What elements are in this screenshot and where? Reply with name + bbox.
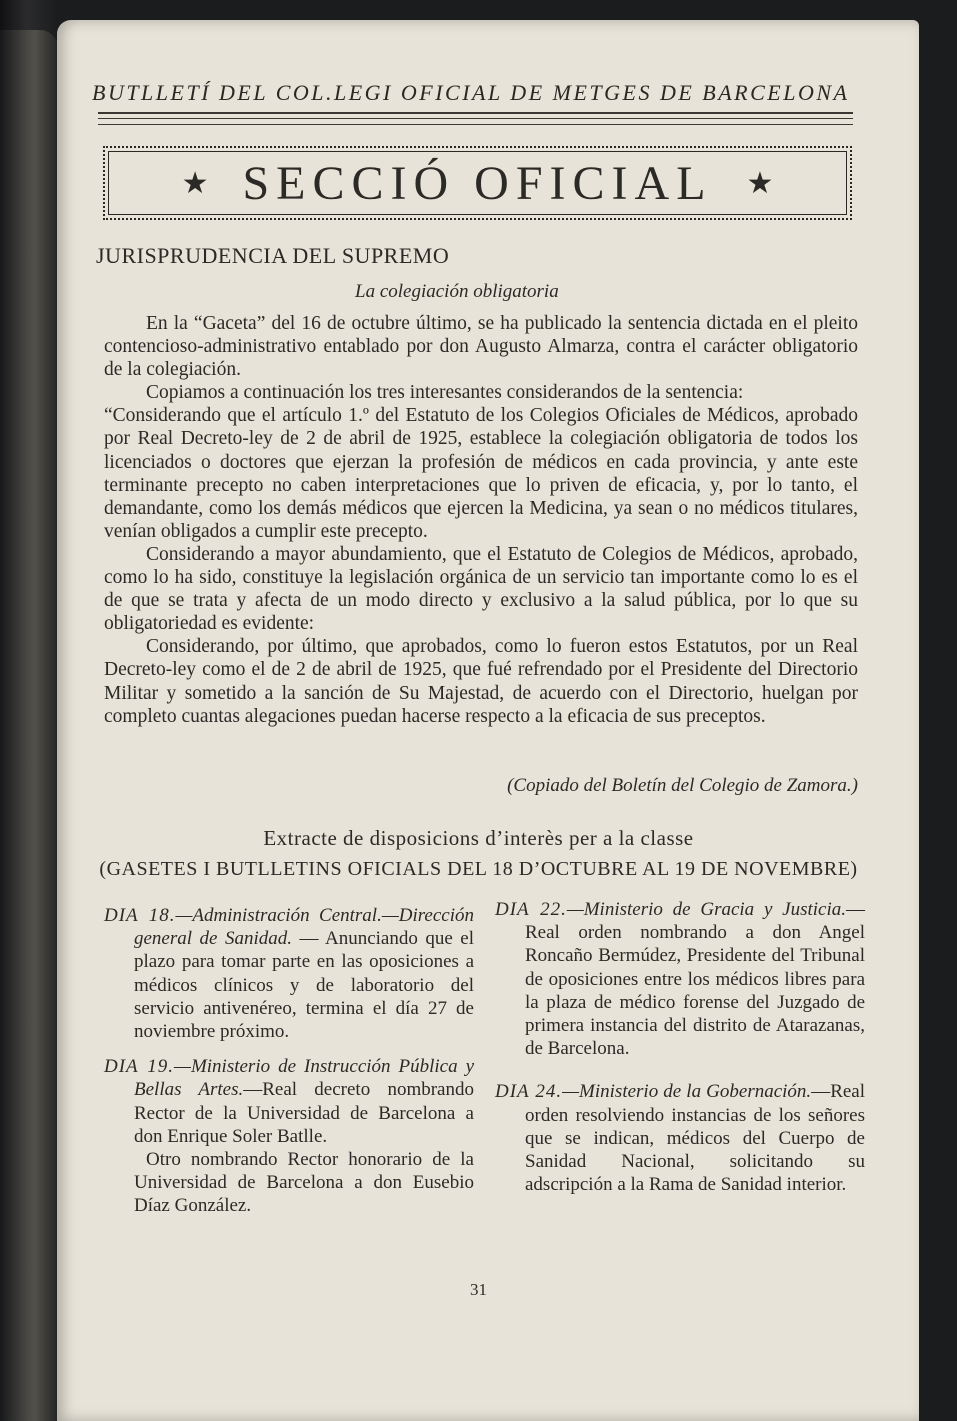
jurisprudence-subheading: La colegiación obligatoria: [355, 281, 559, 302]
right-column: [495, 898, 865, 1208]
list-item: [495, 898, 865, 1060]
section-title-box: [103, 146, 852, 220]
running-header: BUTLLETÍ DEL COL.LEGI OFICIAL DE METGES DE BARCELONA: [92, 80, 850, 105]
left-column: [104, 904, 474, 1218]
entry-title: —Ministerio de Gracia y Justicia.: [566, 899, 846, 920]
entry-title: —Ministerio de la Gobernación.: [562, 1081, 812, 1103]
entry-text: — Anunciando que el plazo para tomar parte en las oposiciones a médicos clínicos y de laboratorio del servicio antivenéreo, termina el día 27 de noviembre próximo.: [134, 928, 474, 1043]
entry-date: DIA 19.: [104, 1056, 175, 1078]
list-item: [495, 1080, 865, 1196]
entry-continuation: Otro nombrando Rector honorario de la Universidad de Barcelona a don Eusebio Díaz González.: [134, 1149, 474, 1217]
page-number: 31: [470, 1280, 487, 1299]
header-rule: [98, 124, 853, 125]
entry-title: —Ministerio de Instrucción Pública y Bellas Artes.: [134, 1056, 475, 1101]
entry-title: —Administración Central.—Dirección general de Sanidad.: [134, 905, 474, 950]
paragraph: “Considerando que el artículo 1.º del Estatuto de los Colegios Oficiales de Médicos, aprobado por Real Decreto-ley de 2 de abril de 1925, establece la colegiación obligatoria de todos los licenciados o doctores que ejerzan la profesión de médicos en cada provincia, y ante este terminante precepto no caben interpretaciones que lo priven de eficacia, y, por lo tanto, el demandante, como los demás médicos que ejercen la Medicina, ya sean o no médicos titulares, venían obligados a cumplir este precepto.: [104, 405, 858, 542]
jurisprudence-body: [104, 312, 858, 728]
star-icon: ★: [746, 166, 774, 200]
section-title: SECCIÓ OFICIAL: [242, 156, 713, 210]
jurisprudence-heading: JURISPRUDENCIA DEL SUPREMO: [96, 243, 450, 268]
entry-text: —Real orden nombrando a don Angel Roncaño Bermúdez, Presidente del Tribunal de oposiciones entre los médicos libres para la plaza de médico forense del Juzgado de primera instancia del distrito de Atarazanas, de Barcelona.: [525, 899, 865, 1060]
entry-date: DIA 22.: [495, 899, 567, 920]
paragraph: Considerando, por último, que aprobados, como lo fueron estos Estatutos, por un Real Decreto-ley como el de 2 de abril de 1925, que fué refrendado por el Presidente del Directorio Militar y sometido a la sanción de Su Majestad, de acuerdo con el Directorio, huelgan por completo cuantas alegaciones puedan hacerse respecto a la eficacia de sus preceptos.: [104, 636, 858, 727]
star-icon: ★: [181, 166, 209, 200]
facing-page-edge: [0, 30, 58, 1421]
list-item: [104, 1055, 474, 1148]
entry-date: DIA 18.: [104, 905, 176, 926]
header-rule: [98, 112, 853, 114]
paragraph: Considerando a mayor abundamiento, que el Estatuto de Colegios de Médicos, aprobado, como lo ha sido, constituye la legislación orgánica de un servicio tan importante como lo es el de que se trata y afecta de un modo directo y exclusivo a la salud pública, por lo que su obligatoriedad es evidente:: [104, 543, 858, 635]
list-item: [104, 904, 474, 1043]
entry-text: —Real decreto nombrando Rector de la Universidad de Barcelona a don Enrique Soler Batlle.: [134, 1079, 474, 1147]
source-citation: (Copiado del Boletín del Colegio de Zamora.): [507, 775, 858, 796]
entry-date: DIA 24.: [495, 1081, 563, 1103]
extract-heading: Extracte de disposicions d’interès per a la classe: [263, 826, 694, 850]
gazettes-subheading: (GASETES I BUTLLETINS OFICIALS DEL 18 D’OCTUBRE AL 19 DE NOVEMBRE): [99, 858, 858, 880]
paragraph: Copiamos a continuación los tres interesantes considerandos de la sentencia:: [146, 382, 744, 404]
header-rule: [98, 118, 853, 119]
paragraph: En la “Gaceta” del 16 de octubre último, se ha publicado la sentencia dictada en el pleito contencioso-administrativo entablado por don Augusto Almarza, contra el carácter obligatorio de la colegiación.: [104, 313, 858, 381]
entry-text: —Real orden resolviendo instancias de los señores que se indican, médicos del Cuerpo de Sanidad Nacional, solicitando su adscripción a la Rama de Sanidad interior.: [525, 1081, 866, 1196]
